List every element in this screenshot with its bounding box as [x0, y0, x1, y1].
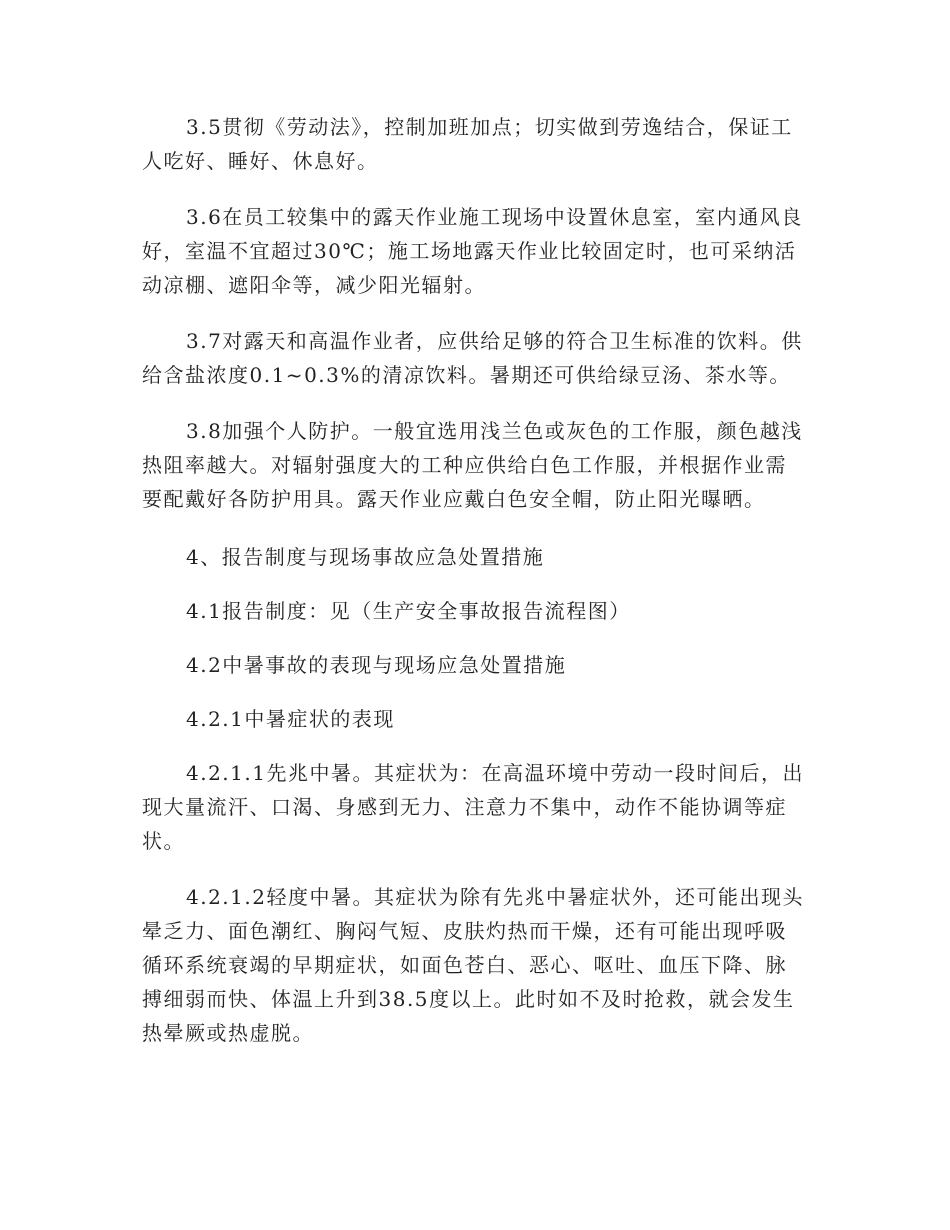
- heading-section-4: [142, 540, 817, 574]
- paragraph-3-7: [142, 324, 817, 392]
- paragraph-4-2-1-1: [142, 756, 817, 858]
- paragraph-3-8: [142, 414, 817, 516]
- text-line: 要配戴好各防护用具。露天作业应戴白色安全帽，防止阳光曝晒。: [142, 487, 766, 511]
- paragraph-3-5: [142, 110, 817, 178]
- text-line: 热晕厥或热虚脱。: [142, 1021, 314, 1045]
- text-line: 3.8加强个人防护。一般宜选用浅兰色或灰色的工作服，颜色越浅: [186, 419, 803, 443]
- text-line: 好，室温不宜超过30℃；施工场地露天作业比较固定时，也可采纳活: [142, 239, 797, 263]
- paragraph-4-1: [142, 594, 817, 628]
- text-line: 热阻率越大。对辐射强度大的工种应供给白色工作服，并根据作业需: [142, 453, 787, 477]
- paragraph-3-6: [142, 200, 817, 302]
- text-line: 搏细弱而快、体温上升到38.5度以上。此时如不及时抢救，就会发生: [142, 987, 795, 1011]
- paragraph-4-2-1-2: [142, 880, 817, 1050]
- text-line: 3.7对露天和高温作业者，应供给足够的符合卫生标准的饮料。供: [186, 329, 803, 353]
- text-line: 现大量流汗、口渴、身感到无力、注意力不集中，动作不能协调等症: [142, 795, 787, 819]
- text-line: 4、报告制度与现场事故应急处置措施: [186, 545, 545, 569]
- text-line: 人吃好、睡好、休息好。: [142, 149, 379, 173]
- text-line: 状。: [142, 829, 185, 853]
- text-line: 4.2.1.1先兆中暑。其症状为：在高温环境中劳动一段时间后，出: [186, 761, 804, 785]
- text-line: 晕乏力、面色潮红、胸闷气短、皮肤灼热而干燥，还有可能出现呼吸: [142, 919, 787, 943]
- text-line: 4.2中暑事故的表现与现场应急处置措施: [186, 653, 567, 677]
- text-line: 3.5贯彻《劳动法》，控制加班加点；切实做到劳逸结合，保证工: [186, 115, 793, 139]
- text-line: 3.6在员工较集中的露天作业施工现场中设置休息室，室内通风良: [186, 205, 803, 229]
- text-line: 4.1报告制度：见（生产安全事故报告流程图）: [186, 599, 631, 623]
- text-line: 给含盐浓度0.1~0.3%的清凉饮料。暑期还可供给绿豆汤、茶水等。: [142, 363, 791, 387]
- heading-4-2-1: [142, 702, 817, 736]
- text-line: 4.2.1中暑症状的表现: [186, 707, 395, 731]
- text-line: 循环系统衰竭的早期症状，如面色苍白、恶心、呕吐、血压下降、脉: [142, 953, 787, 977]
- text-line: 4.2.1.2轻度中暑。其症状为除有先兆中暑症状外，还可能出现头: [186, 885, 804, 909]
- heading-4-2: [142, 648, 817, 682]
- text-line: 动凉棚、遮阳伞等，减少阳光辐射。: [142, 273, 486, 297]
